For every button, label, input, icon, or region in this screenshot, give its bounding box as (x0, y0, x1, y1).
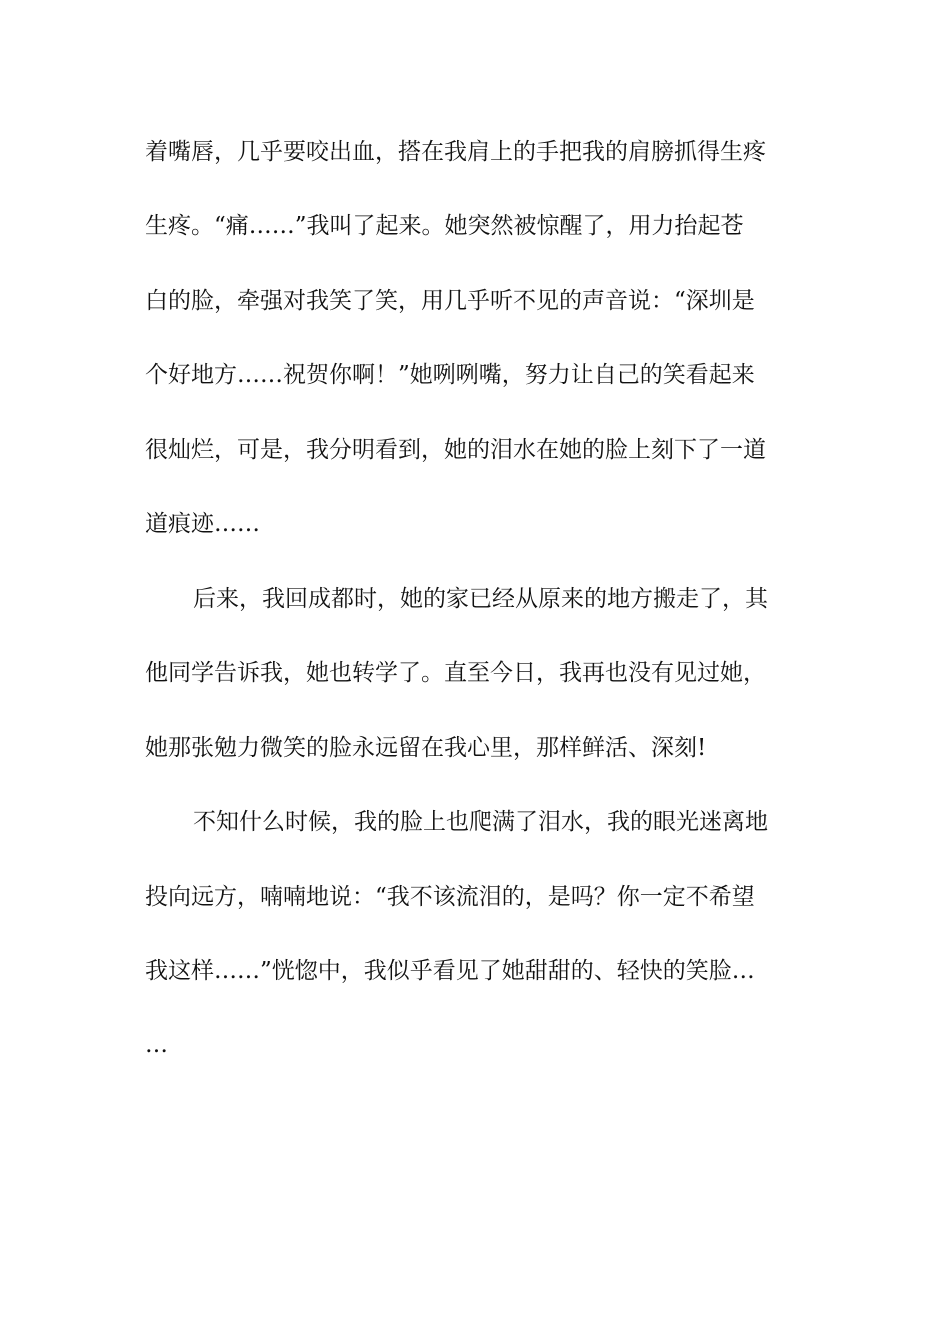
text-line-9: 她那张勉力微笑的脸永远留在我心里，那样鲜活、深刻! (145, 735, 707, 761)
text-line-11: 投向远方，喃喃地说：“我不该流泪的，是吗？你一定不希望 (145, 884, 755, 910)
text-line-6: 道痕迹…… (145, 511, 260, 537)
text-line-4: 个好地方……祝贺你啊！”她咧咧嘴，努力让自己的笑看起来 (145, 362, 755, 388)
text-line-7: 后来，我回成都时，她的家已经从原来的地方搬走了，其 (193, 586, 768, 612)
text-line-1: 着嘴唇，几乎要咬出血，搭在我肩上的手把我的肩膀抓得生疼 (145, 139, 766, 165)
text-line-12: 我这样……”恍惚中，我似乎看见了她甜甜的、轻快的笑脸… (145, 958, 755, 984)
text-line-13: … (145, 1032, 168, 1058)
text-line-2: 生疼。“痛……”我叫了起来。她突然被惊醒了，用力抬起苍 (145, 213, 744, 239)
text-line-5: 很灿烂，可是，我分明看到，她的泪水在她的脸上刻下了一道 (145, 437, 766, 463)
text-line-10: 不知什么时候，我的脸上也爬满了泪水，我的眼光迷离地 (193, 809, 768, 835)
text-line-3: 白的脸，牵强对我笑了笑，用几乎听不见的声音说：“深圳是 (145, 288, 755, 314)
text-line-8: 他同学告诉我，她也转学了。直至今日，我再也没有见过她， (145, 660, 766, 686)
